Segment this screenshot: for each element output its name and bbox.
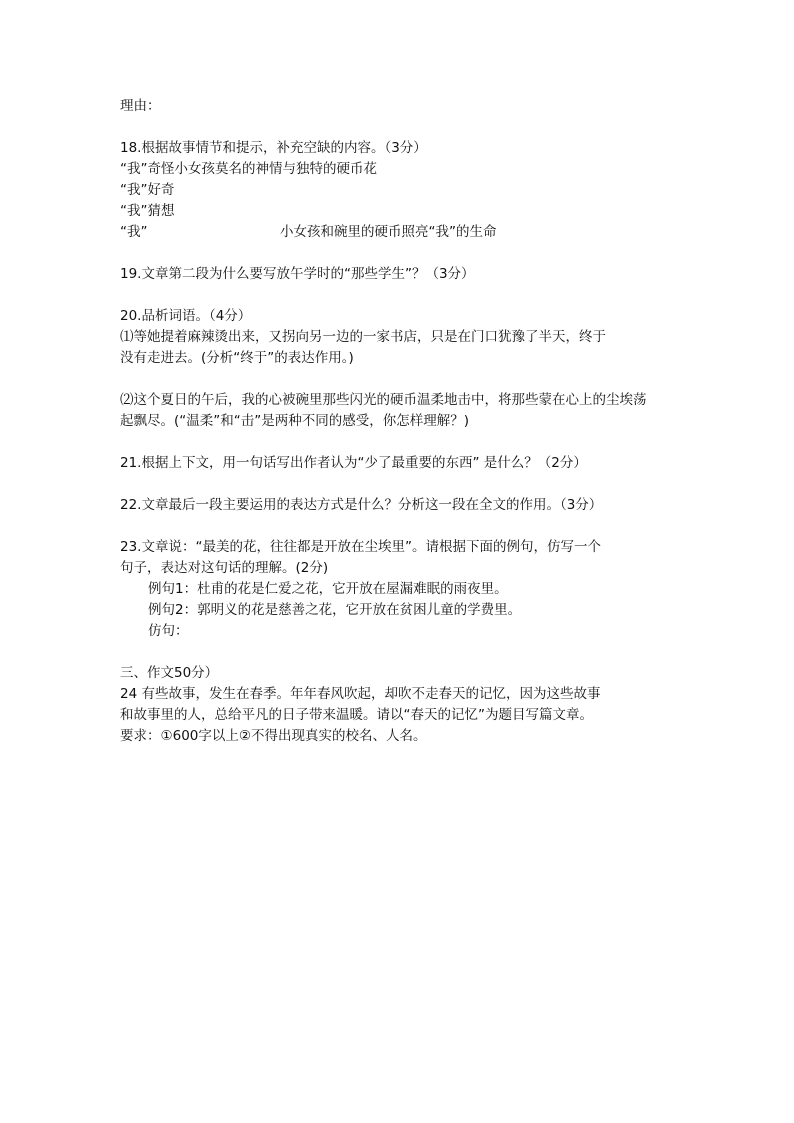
q21-text: 21.根据上下文，用一句话写出作者认为“少了最重要的东西” 是什么？（2分） (120, 455, 587, 471)
q23-imitate-label: 仿句： (148, 623, 189, 639)
q18-row-2 (120, 180, 720, 201)
q18-row-4-right: 小女孩和碗里的硬币照亮“我”的生命 (280, 224, 497, 240)
q24-line1: 24 有些故事，发生在春季。年年春风吹起，却吹不走春天的记忆，因为这些故事 (120, 686, 601, 702)
q18-title: 18.根据故事情节和提示，补充空缺的内容。（3分） (120, 140, 427, 156)
section3-title: 三、作文50分） (120, 665, 219, 681)
q20-title: 20.品析词语。（4分） (120, 308, 252, 324)
q18-row-4-left: “我” (120, 224, 148, 240)
q18-row-3 (120, 201, 720, 222)
q18-row-1 (120, 159, 720, 180)
q24-line2: 和故事里的人，总给平凡的日子带来温暖。请以“春天的记忆”为题目写篇文章。 (120, 707, 593, 723)
q20-part1-line2: 没有走进去。(分析“终于”的表达作用。) (120, 350, 354, 366)
q23-example-2: 例句2：郭明义的花是慈善之花，它开放在贫困儿童的学费里。 (148, 602, 522, 618)
q23-line1: 23.文章说：“最美的花，往往都是开放在尘埃里”。请根据下面的例句，仿写一个 (120, 539, 601, 555)
exam-page (120, 96, 720, 747)
q23-line2: 句子，表达对这句话的理解。(2分) (120, 560, 329, 576)
q19-text: 19.文章第二段为什么要写放午学时的“那些学生”？（3分） (120, 266, 475, 282)
q18-row-4 (120, 222, 720, 243)
q23-example-1: 例句1：杜甫的花是仁爱之花，它开放在屋漏难眠的雨夜里。 (148, 581, 508, 597)
q22-text: 22.文章最后一段主要运用的表达方式是什么？分析这一段在全文的作用。（3分） (120, 497, 603, 513)
q20-part2-line2: 起飘尽。(“温柔”和“击”是两种不同的感受，你怎样理解？) (120, 413, 470, 429)
reason-label: 理由： (120, 98, 161, 114)
q20-part1-line1: ⑴等她提着麻辣烫出来，又拐向另一边的一家书店，只是在门口犹豫了半天，终于 (120, 329, 606, 345)
q24-requirements: 要求：①600字以上②不得出现真实的校名、人名。 (120, 728, 427, 744)
q18-row-1-left: “我”奇怪小女孩莫名的神情与独特的硬币花 (120, 161, 377, 177)
q20-part2-line1: ⑵这个夏日的午后，我的心被碗里那些闪光的硬币温柔地击中，将那些蒙在心上的尘埃荡 (120, 392, 647, 408)
q18-row-2-left: “我”好奇 (120, 182, 175, 198)
q18-row-3-left: “我”猜想 (120, 203, 175, 219)
